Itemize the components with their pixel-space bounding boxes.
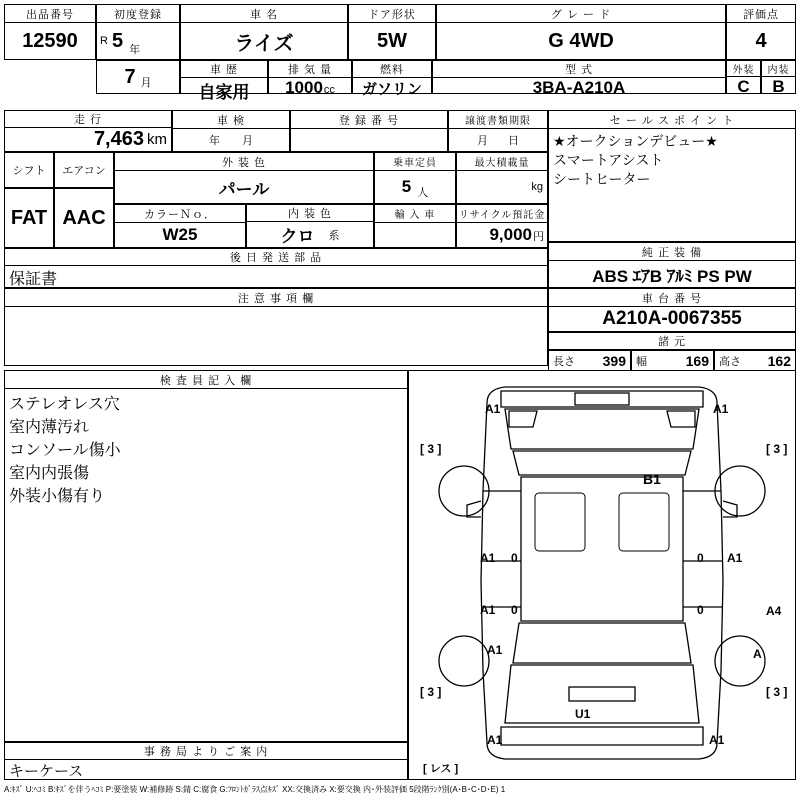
seats-label: 乗車定員 — [375, 153, 455, 171]
transfer-deadline-label: 譲渡書類期限 — [449, 111, 547, 129]
displacement-cell — [268, 60, 352, 97]
first-registration-year-unit: 年 — [129, 44, 141, 56]
car-history-cell — [180, 60, 268, 102]
damage-mark: 0 — [511, 551, 518, 565]
notes-label: 注 意 事 項 欄 — [5, 289, 547, 307]
damage-mark: 0 — [697, 551, 704, 565]
interior-grade-label: 内装 — [762, 61, 795, 77]
fuel-label: 燃料 — [353, 61, 431, 78]
model-code-label: 型 式 — [433, 61, 725, 78]
damage-mark: A4 — [766, 604, 782, 618]
displacement-unit: cc — [323, 84, 335, 96]
inspector-comment-line: 外装小傷有り — [9, 488, 106, 505]
damage-mark: A1 — [480, 551, 496, 565]
damage-mark: [ レス ] — [423, 763, 459, 775]
aircon-label-cell — [54, 152, 114, 188]
first-registration-month-unit: 月 — [140, 77, 152, 89]
damage-mark: A — [753, 647, 762, 661]
first-registration-month: 7 — [124, 65, 136, 88]
rating-cell — [726, 4, 796, 60]
interior-grade-value: B — [772, 77, 785, 96]
exterior-color-cell — [114, 152, 374, 204]
mileage-value: 7,463 — [93, 128, 144, 150]
later-parts-value: 保証書 — [9, 271, 58, 288]
import-label: 輸 入 車 — [375, 205, 455, 223]
length-value: 399 — [602, 353, 626, 369]
mileage-label: 走 行 — [5, 111, 171, 128]
length-cell — [548, 350, 631, 372]
chassis-no-value: A210A-0067355 — [602, 308, 742, 329]
seats-unit: 人 — [417, 187, 429, 199]
grade-cell — [436, 4, 726, 60]
sales-point-cell — [548, 110, 796, 242]
notes-value — [5, 307, 547, 365]
shift-label: シフト — [12, 165, 46, 177]
vehicle-outline-svg — [409, 371, 795, 779]
seats-value: 5 — [401, 177, 412, 196]
damage-mark: B1 — [643, 471, 661, 487]
inspector-comment-line: ステレオレス穴 — [9, 396, 120, 413]
recycle-deposit-cell — [456, 204, 548, 248]
color-no-cell — [114, 204, 246, 248]
damage-mark: [ 3 ] — [766, 442, 788, 456]
damage-mark: [ 3 ] — [420, 442, 442, 456]
shaken-year-unit: 年 — [209, 135, 220, 147]
door-shape-cell — [348, 4, 436, 60]
length-label: 長さ — [553, 356, 575, 368]
displacement-label: 排 気 量 — [269, 61, 351, 78]
fuel-value: ガソリン — [361, 81, 422, 98]
office-notice-value: キーケース — [9, 763, 84, 780]
shift-label-cell — [4, 152, 54, 188]
transfer-deadline-cell — [448, 110, 548, 152]
damage-mark: A1 — [485, 402, 501, 416]
damage-mark: [ 3 ] — [420, 685, 442, 699]
exterior-grade-cell — [726, 60, 761, 94]
later-parts-cell — [4, 248, 548, 288]
rating-value: 4 — [755, 29, 767, 52]
equipment-value: ABS ｴｱB ｱﾙﾐ PS PW — [592, 266, 752, 286]
max-load-cell — [456, 152, 548, 204]
damage-mark: 0 — [697, 603, 704, 617]
exhibit-no-cell — [4, 4, 96, 60]
displacement-value: 1000 — [285, 78, 323, 97]
shaken-cell — [172, 110, 290, 152]
car-history-label: 車 歴 — [181, 61, 267, 78]
chassis-no-cell — [548, 288, 796, 332]
color-no-value: W25 — [162, 225, 198, 244]
car-name-value: ライズ — [234, 32, 294, 55]
registration-no-value — [291, 129, 447, 151]
model-code-value: 3BA-A210A — [532, 78, 626, 97]
exterior-grade-value: C — [737, 77, 750, 96]
office-notice-cell — [4, 742, 408, 780]
equipment-label: 純 正 装 備 — [549, 243, 795, 261]
exterior-grade-label: 外装 — [727, 61, 760, 77]
max-load-label: 最大積載量 — [457, 153, 547, 171]
exhibit-no-value: 12590 — [22, 29, 78, 52]
door-shape-label: ドア形状 — [349, 5, 435, 23]
fuel-cell — [352, 60, 432, 98]
dimensions-label: 諸 元 — [548, 332, 796, 350]
first-registration-era: R — [100, 35, 108, 47]
import-value — [375, 223, 455, 247]
grade-label: グ レ ー ド — [437, 5, 725, 23]
first-registration-cell — [96, 4, 180, 60]
rating-label: 評価点 — [727, 5, 795, 23]
door-shape-value: 5W — [377, 29, 407, 52]
first-registration-year: 5 — [111, 29, 124, 52]
aircon-value-cell — [54, 188, 114, 248]
aircon-value: AAC — [62, 206, 106, 229]
aircon-label: エアコン — [62, 165, 106, 177]
office-notice-label: 事 務 局 よ り ご 案 内 — [5, 743, 407, 760]
transfer-month-unit: 月 — [477, 135, 488, 147]
recycle-deposit-label: リサイクル預託金 — [457, 205, 547, 223]
model-code-cell — [432, 60, 726, 97]
recycle-deposit-unit: 円 — [533, 231, 544, 243]
color-no-label: カラーＮｏ． — [115, 205, 245, 223]
height-cell — [714, 350, 796, 372]
interior-color-suffix: 系 — [328, 229, 340, 242]
car-name-cell — [180, 4, 348, 60]
sales-point-label: セ ー ル ス ポ イ ン ト — [549, 111, 795, 129]
damage-mark: 0 — [511, 603, 518, 617]
registration-no-label: 登 録 番 号 — [291, 111, 447, 129]
exterior-color-label: 外 装 色 — [115, 153, 373, 171]
seats-cell — [374, 152, 456, 204]
interior-grade-cell — [761, 60, 796, 94]
inspector-comment-line: 室内内張傷 — [9, 465, 90, 482]
interior-color-label: 内 装 色 — [247, 205, 373, 222]
inspector-comment-line: 室内薄汚れ — [9, 419, 90, 436]
damage-mark: [ 3 ] — [766, 685, 788, 699]
sales-point-line: シートヒーター — [553, 171, 651, 187]
first-registration-label: 初度登録 — [97, 5, 179, 23]
notes-cell — [4, 288, 548, 366]
mileage-cell — [4, 110, 172, 152]
shift-value-cell — [4, 188, 54, 248]
damage-mark: A1 — [713, 402, 729, 416]
interior-color-cell — [246, 204, 374, 248]
damage-mark: A1 — [487, 733, 503, 747]
transfer-day-unit: 日 — [508, 135, 519, 147]
damage-mark: A1 — [727, 551, 743, 565]
inspector-comment-cell — [4, 370, 408, 742]
height-value: 162 — [767, 353, 791, 369]
interior-color-value: クロ — [280, 227, 315, 246]
registration-no-cell — [290, 110, 448, 152]
recycle-deposit-value: 9,000 — [489, 225, 532, 244]
damage-mark: U1 — [575, 707, 591, 721]
max-load-unit: kg — [531, 181, 543, 193]
damage-mark: A1 — [487, 643, 503, 657]
inspector-comment-line: コンソール傷小 — [9, 442, 121, 459]
equipment-cell — [548, 242, 796, 288]
car-history-value: 自家用 — [198, 83, 250, 102]
width-value: 169 — [685, 353, 709, 369]
sales-point-line: スマートアシスト — [553, 152, 664, 168]
car-name-label: 車 名 — [181, 5, 347, 23]
sales-point-line: ★オークションデビュー★ — [553, 133, 718, 149]
shaken-month-unit: 月 — [242, 135, 253, 147]
mileage-unit: km — [147, 131, 167, 148]
inspector-comment-label: 検 査 員 記 入 欄 — [5, 371, 407, 389]
exhibit-no-label: 出品番号 — [5, 5, 95, 23]
chassis-no-label: 車 台 番 号 — [549, 289, 795, 307]
damage-mark: A1 — [709, 733, 725, 747]
import-cell — [374, 204, 456, 248]
width-label: 幅 — [636, 356, 647, 368]
damage-mark: A1 — [480, 603, 496, 617]
later-parts-label: 後 日 発 送 部 品 — [5, 249, 547, 266]
vehicle-damage-diagram — [408, 370, 796, 780]
first-registration-month-cell — [96, 60, 180, 94]
shaken-label: 車 検 — [173, 111, 289, 129]
shift-value: FAT — [10, 206, 48, 229]
exterior-color-value: パール — [218, 179, 270, 199]
width-cell — [631, 350, 714, 372]
height-label: 高さ — [719, 356, 741, 368]
grade-value: G 4WD — [548, 29, 614, 52]
legend-text: A:ｷｽﾞ U:ﾍｺﾐ B:ｷｽﾞを伴うﾍｺﾐ P:要塗装 W:補修跡 S:錆 C:腐食 G:ﾌﾛﾝﾄｶﾞﾗｽ点ｷｽﾞ XX:交換済み X:要交換 内･外装評価 5段階ﾗﾝｸ別(A･B･C･D･E) 1 — [4, 785, 506, 794]
